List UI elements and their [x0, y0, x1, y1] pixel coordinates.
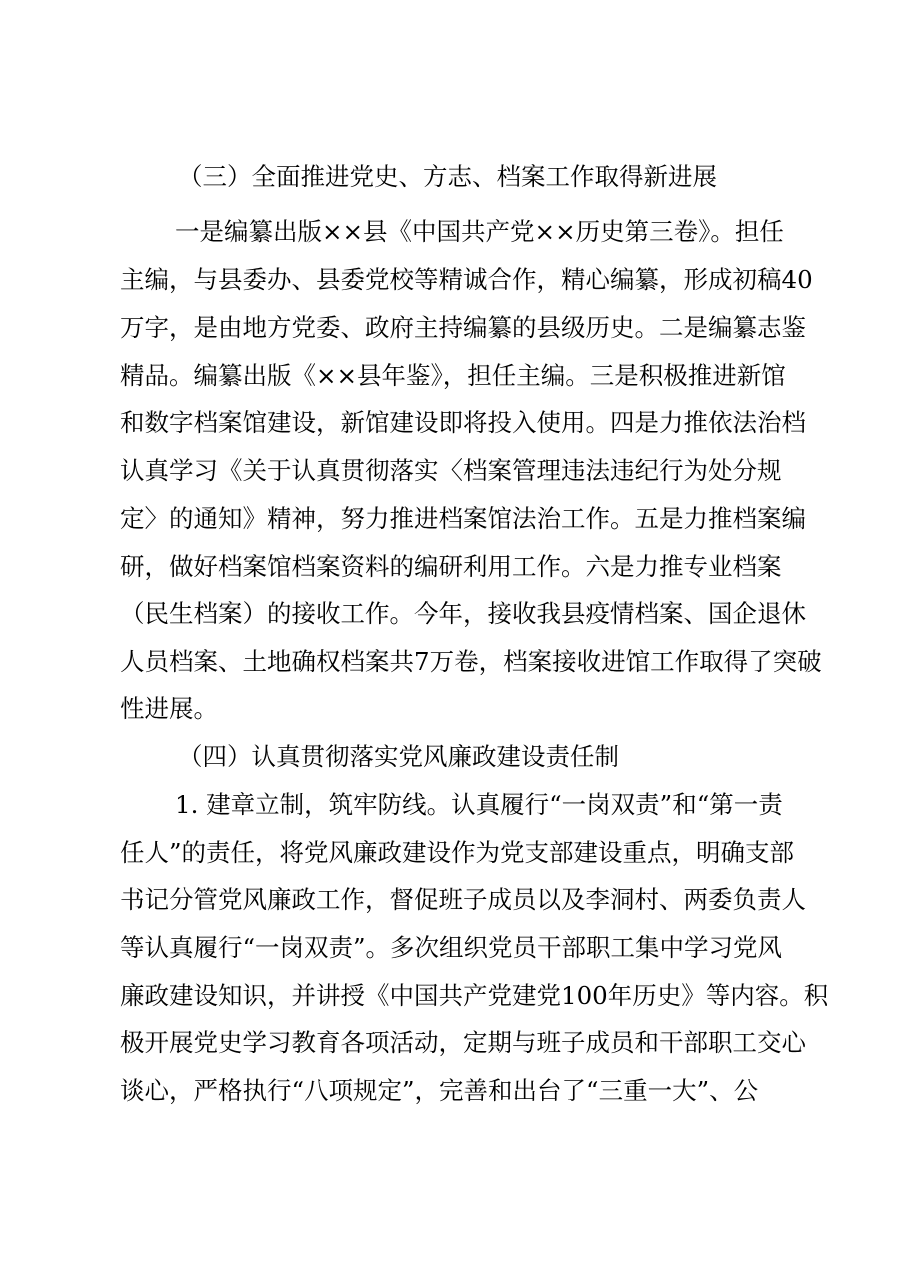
paragraph-line: 一是编纂出版××县《中国共产党××历史第三卷》。担任: [175, 217, 784, 246]
paragraph-line: 廉政建设知识，并讲授《中国共产党建党100年历史》等内容。积: [120, 981, 829, 1010]
paragraph-line: 认真学习《关于认真贯彻落实〈档案管理违法违纪行为处分规: [120, 456, 782, 485]
section-heading-3: （三）全面推进党史、方志、档案工作取得新进展: [178, 162, 717, 191]
paragraph-line: 和数字档案馆建设，新馆建设即将投入使用。四是力推依法治档: [120, 408, 806, 437]
paragraph-line: 谈心，严格执行“八项规定”，完善和出台了“三重一大”、公: [120, 1076, 759, 1105]
paragraph-line: 万字，是由地方党委、政府主持编纂的县级历史。二是编纂志鉴: [120, 313, 806, 342]
paragraph-line: 任人”的责任，将党风廉政建设作为党支部建设重点，明确支部: [120, 838, 795, 867]
paragraph-line: 主编，与县委办、县委党校等精诚合作，精心编纂，形成初稿40: [120, 265, 813, 294]
paragraph-line: 定〉的通知》精神，努力推进档案馆法治工作。五是力推档案编: [120, 504, 806, 533]
paragraph-line: 书记分管党风廉政工作，督促班子成员以及李洞村、两委负责人: [120, 885, 806, 914]
paragraph-line: 精品。编纂出版《××县年鉴》，担任主编。三是积极推进新馆: [120, 361, 786, 390]
paragraph-line: 1. 建章立制，筑牢防线。认真履行“一岗双责”和“第一责: [175, 790, 783, 819]
paragraph-line: 人员档案、土地确权档案共7万卷，档案接收进馆工作取得了突破: [120, 647, 822, 676]
paragraph-line: 等认真履行“一岗双责”。多次组织党员干部职工集中学习党风: [120, 933, 783, 962]
paragraph-line: 性进展。: [120, 694, 218, 723]
paragraph-line: 极开展党史学习教育各项活动，定期与班子成员和干部职工交心: [120, 1028, 806, 1057]
paragraph-line: （民生档案）的接收工作。今年，接收我县疫情档案、国企退休: [120, 599, 806, 628]
paragraph-line: 研，做好档案馆档案资料的编研利用工作。六是力推专业档案: [120, 552, 782, 581]
section-heading-4: （四）认真贯彻落实党风廉政建设责任制: [178, 742, 619, 771]
